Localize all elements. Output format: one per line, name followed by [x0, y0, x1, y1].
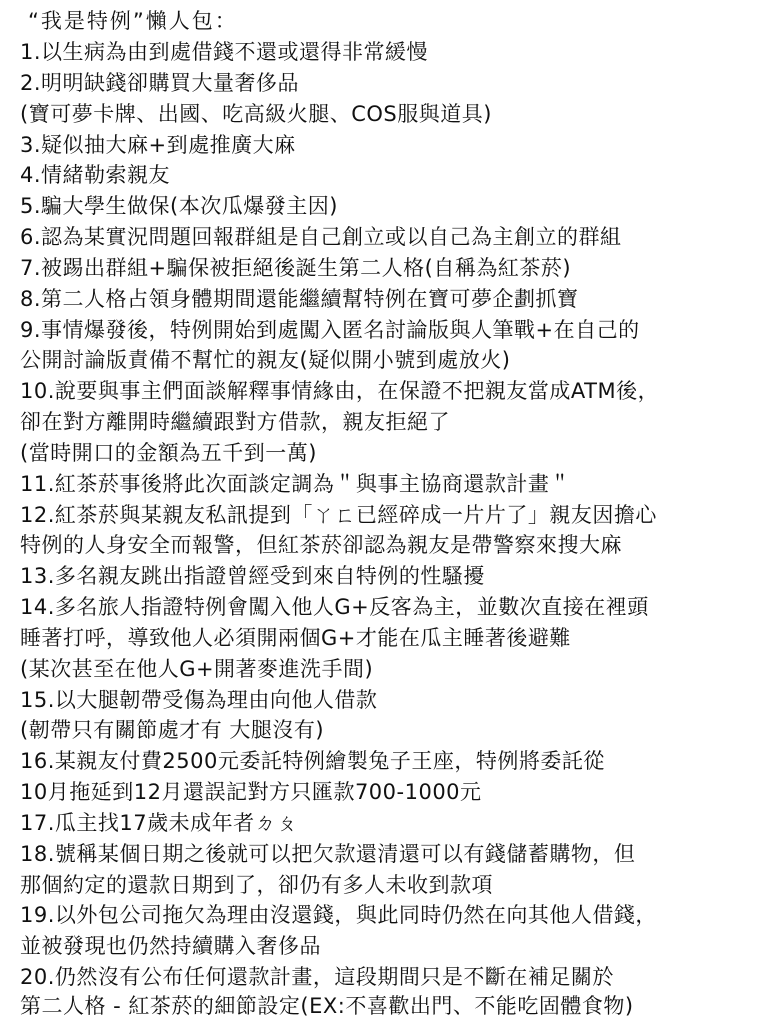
- text-line: (寶可夢卡牌、出國、吃高級火腿、COS服與道具): [20, 102, 492, 126]
- document-title: “我是特例”懶人包：: [28, 9, 238, 33]
- text-line: 19.以外包公司拖欠為理由沒還錢，與此同時仍然在向其他人借錢，: [20, 903, 657, 927]
- text-line: 13.多名親友跳出指證曾經受到來自特例的性騷擾: [20, 564, 485, 588]
- text-line: 16.某親友付費2500元委託特例繪製兔子王座，特例將委託從: [20, 749, 605, 773]
- text-line: 並被發現也仍然持續購入奢侈品: [20, 934, 321, 958]
- text-line: 6.認為某實況問題回報群組是自己創立或以自己為主創立的群組: [20, 225, 622, 249]
- text-line: 8.第二人格占領身體期間還能繼續幫特例在寶可夢企劃抓寶: [20, 287, 579, 311]
- text-line: 公開討論版責備不幫忙的親友(疑似開小號到處放火): [20, 348, 511, 372]
- text-line: (當時開口的金額為五千到一萬): [20, 441, 317, 465]
- text-line: 第二人格 - 紅茶菸的細節設定(EX:不喜歡出門、不能吃固體食物): [20, 994, 634, 1018]
- text-line: 11.紅茶菸事後將此次面談定調為＂與事主協商還款計畫＂: [20, 472, 571, 496]
- text-line: 特例的人身安全而報警，但紅茶菸卻認為親友是帶警察來搜大麻: [20, 533, 622, 557]
- text-line: 10.說要與事主們面談解釋事情緣由，在保證不把親友當成ATM後，: [20, 379, 660, 403]
- text-line: 3.疑似抽大麻+到處推廣大麻: [20, 133, 296, 157]
- text-line: 15.以大腿韌帶受傷為理由向他人借款: [20, 688, 378, 712]
- text-line: 9.事情爆發後，特例開始到處闖入匿名討論版與人筆戰+在自己的: [20, 318, 640, 342]
- text-line: 17.瓜主找17歲未成年者ㄉㄆ: [20, 811, 298, 835]
- text-line: (某次甚至在他人G+開著麥進洗手間): [20, 657, 374, 681]
- text-line: 5.騙大學生做保(本次瓜爆發主因): [20, 194, 338, 218]
- text-line: 睡著打呼，導致他人必須開兩個G+才能在瓜主睡著後避難: [20, 626, 571, 650]
- text-line: 10月拖延到12月還誤記對方只匯款700-1000元: [20, 780, 482, 804]
- text-line: 卻在對方離開時繼續跟對方借款，親友拒絕了: [20, 410, 450, 434]
- text-line: 7.被踢出群組+騙保被拒絕後誕生第二人格(自稱為紅茶菸): [20, 256, 572, 280]
- text-line: (韌帶只有關節處才有 大腿沒有): [20, 718, 325, 742]
- text-line: 14.多名旅人指證特例會闖入他人G+反客為主，並數次直接在裡頭: [20, 595, 649, 619]
- text-line: 2.明明缺錢卻購買大量奢侈品: [20, 71, 300, 95]
- text-line: 4.情緒勒索親友: [20, 163, 171, 187]
- text-line: 那個約定的還款日期到了，卻仍有多人未收到款項: [20, 873, 493, 897]
- text-line: 20.仍然沒有公布任何還款計畫，這段期間只是不斷在補足關於: [20, 965, 614, 989]
- text-line: 1.以生病為由到處借錢不還或還得非常緩慢: [20, 40, 429, 64]
- text-line: 18.號稱某個日期之後就可以把欠款還清還可以有錢儲蓄購物，但: [20, 842, 636, 866]
- text-line: 12.紅茶菸與某親友私訊提到「ㄚㄈ已經碎成一片片了」親友因擔心: [20, 503, 657, 527]
